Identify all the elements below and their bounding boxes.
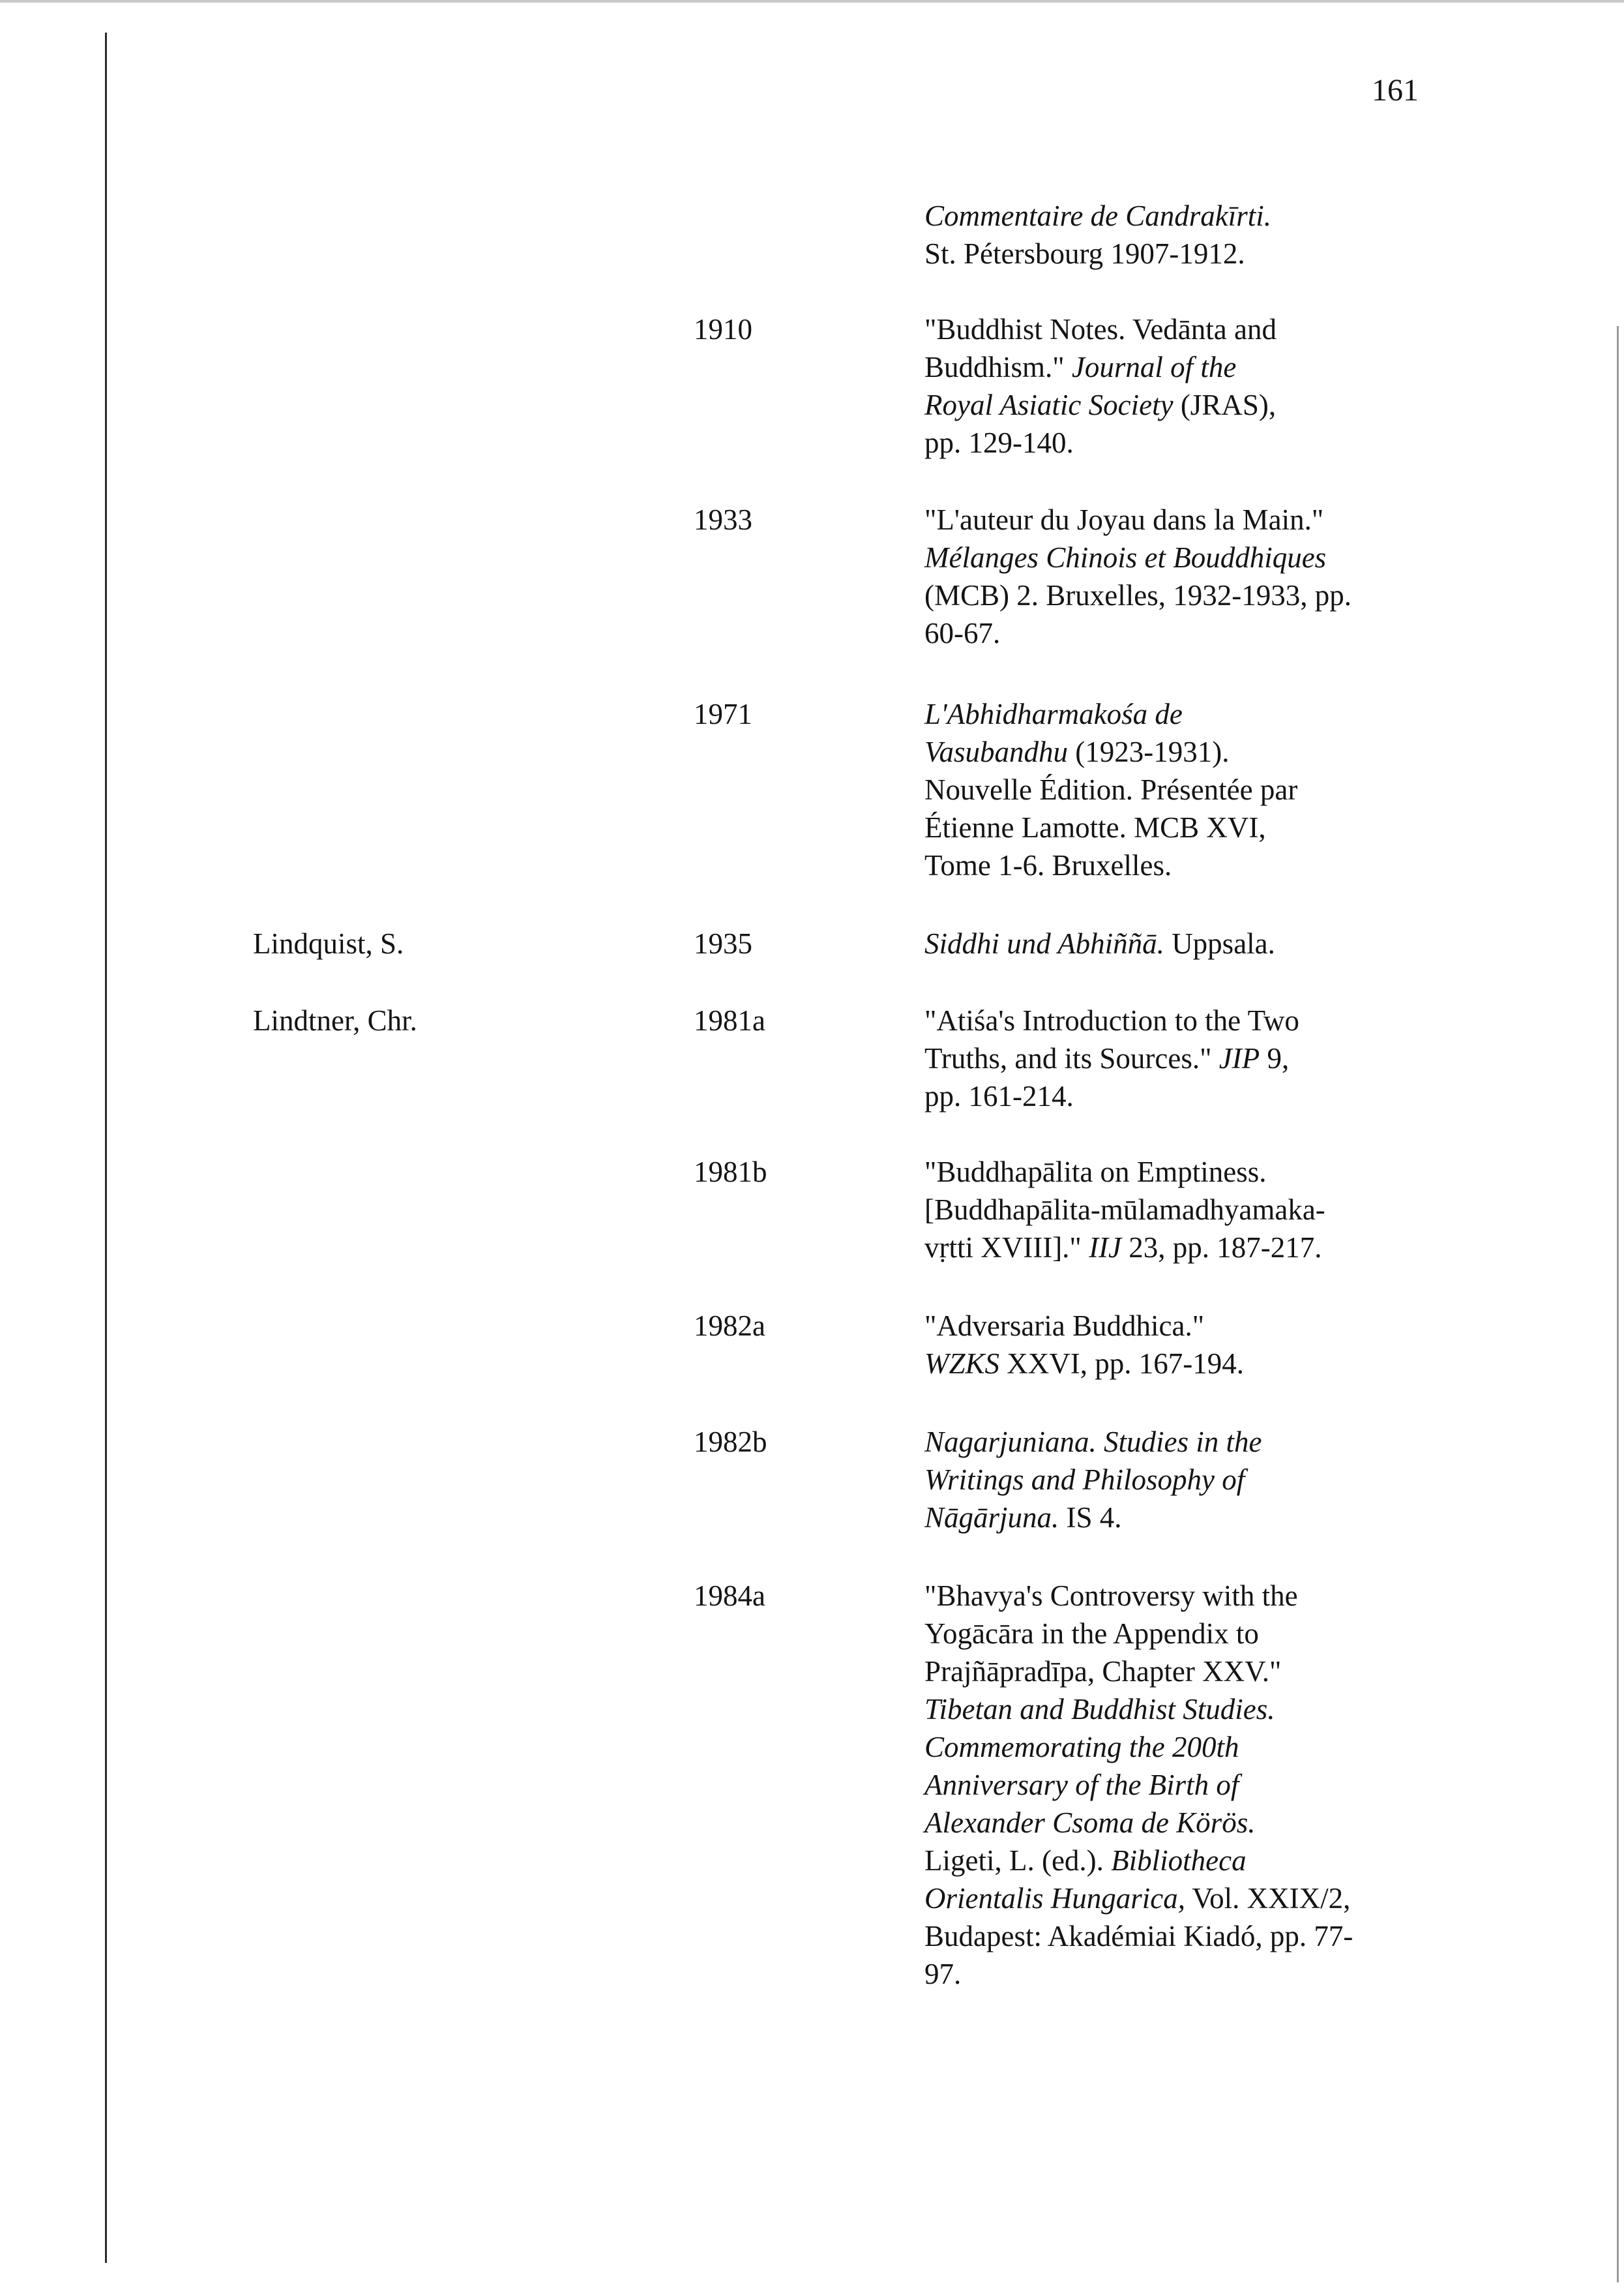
italic-title-text: Journal of the — [1071, 351, 1237, 383]
reference-text-run: Prajñāpradīpa, Chapter XXV." — [924, 1655, 1282, 1688]
italic-title-text: Alexander Csoma de Körös. — [924, 1806, 1256, 1839]
reference-line — [924, 235, 1616, 273]
reference-line — [924, 1499, 1616, 1536]
reference-text-run: 60-67. — [924, 617, 1001, 650]
entry-year: 1984a — [694, 1579, 765, 1612]
scan-top-edge — [0, 0, 1624, 3]
entry-year: 1981a — [694, 1004, 765, 1037]
italic-title-text: Siddhi und Abhiññā. — [924, 927, 1164, 960]
reference-text-run: vṛtti XVIII]." — [924, 1231, 1089, 1264]
reference-line — [924, 614, 1616, 652]
reference-line — [924, 1652, 1616, 1690]
reference-text — [924, 695, 1616, 884]
reference-text-run: Tome 1-6. Bruxelles. — [924, 849, 1172, 882]
reference-line — [924, 1423, 1616, 1461]
reference-text — [924, 1153, 1616, 1266]
reference-text-run: (1923-1931). — [1068, 736, 1230, 768]
reference-text-run: "Bhavya's Controversy with the — [924, 1579, 1298, 1612]
reference-line — [924, 576, 1616, 614]
reference-text — [924, 1577, 1616, 1993]
reference-line — [924, 197, 1616, 235]
reference-line — [924, 348, 1616, 386]
reference-text-run: pp. 129-140. — [924, 426, 1074, 459]
reference-text-run: "Buddhapālita on Emptiness. — [924, 1156, 1267, 1188]
reference-text-run: "Buddhist Notes. Vedānta and — [924, 313, 1277, 346]
entry-author: Lindtner, Chr. — [253, 1004, 417, 1037]
reference-line — [924, 1615, 1616, 1652]
reference-line — [924, 1842, 1616, 1879]
page-number: 161 — [1372, 73, 1419, 108]
reference-line — [924, 310, 1616, 348]
entry-year: 1971 — [694, 698, 752, 730]
reference-line — [924, 1577, 1616, 1615]
italic-title-text: Vasubandhu — [924, 736, 1069, 768]
italic-title-text: Writings and Philosophy of — [924, 1463, 1245, 1496]
reference-line — [924, 771, 1616, 809]
reference-text-run: 23, pp. 187-217. — [1121, 1231, 1322, 1264]
reference-text — [924, 925, 1616, 963]
reference-line — [924, 424, 1616, 462]
italic-title-text: Anniversary of the Birth of — [924, 1769, 1239, 1801]
italic-title-text: Nagarjuniana. Studies in the — [924, 1426, 1262, 1458]
reference-line — [924, 925, 1616, 963]
reference-line — [924, 1879, 1616, 1917]
entry-year: 1981b — [694, 1156, 767, 1188]
reference-line — [924, 695, 1616, 733]
reference-line — [924, 1690, 1616, 1728]
reference-text-run: Nouvelle Édition. Présentée par — [924, 773, 1298, 806]
reference-text-run: Budapest: Akadémiai Kiadó, pp. 77- — [924, 1920, 1353, 1952]
reference-text — [924, 197, 1616, 273]
reference-line — [924, 1804, 1616, 1842]
reference-line — [924, 501, 1616, 539]
reference-line — [924, 1229, 1616, 1266]
reference-text — [924, 1002, 1616, 1115]
italic-title-text: Orientalis Hungarica, — [924, 1882, 1185, 1915]
reference-text-run: (JRAS), — [1173, 389, 1277, 421]
reference-text-run: "L'auteur du Joyau dans la Main." — [924, 503, 1324, 536]
italic-title-text: Royal Asiatic Society — [924, 389, 1174, 421]
reference-line — [924, 1077, 1616, 1115]
italic-title-text: Commemorating the 200th — [924, 1731, 1239, 1763]
reference-line — [924, 1307, 1616, 1345]
reference-line — [924, 1002, 1616, 1039]
reference-line — [924, 1345, 1616, 1383]
italic-title-text: Commentaire de Candrakīrti. — [924, 200, 1272, 232]
reference-line — [924, 386, 1616, 424]
reference-text-run: Ligeti, L. (ed.). — [924, 1844, 1112, 1877]
entry-year: 1910 — [694, 313, 752, 346]
reference-text — [924, 1307, 1616, 1383]
reference-text-run: pp. 161-214. — [924, 1080, 1074, 1113]
italic-title-text: JIP — [1218, 1042, 1260, 1075]
reference-line — [924, 1191, 1616, 1229]
reference-text-run: Uppsala. — [1164, 927, 1275, 960]
reference-text-run: Truths, and its Sources." — [924, 1042, 1219, 1075]
reference-line — [924, 1766, 1616, 1804]
italic-title-text: Mélanges Chinois et Bouddhiques — [924, 541, 1327, 574]
reference-line — [924, 809, 1616, 846]
entry-year: 1933 — [694, 503, 752, 536]
reference-text-run: Vol. XXIX/2, — [1185, 1882, 1351, 1915]
entry-year: 1935 — [694, 927, 752, 960]
reference-text-run: IS 4. — [1059, 1501, 1122, 1534]
entry-year: 1982b — [694, 1426, 767, 1458]
entry-author: Lindquist, S. — [253, 927, 404, 960]
reference-text-run: [Buddhapālita-mūlamadhyamaka- — [924, 1193, 1325, 1226]
reference-line — [924, 539, 1616, 576]
reference-text — [924, 310, 1616, 462]
reference-text-run: XXVI, pp. 167-194. — [999, 1347, 1244, 1380]
italic-title-text: L'Abhidharmakośa de — [924, 698, 1183, 730]
reference-line — [924, 846, 1616, 884]
reference-text-run: (MCB) 2. Bruxelles, 1932-1933, pp. — [924, 579, 1351, 612]
reference-text — [924, 1423, 1616, 1536]
italic-title-text: Tibetan and Buddhist Studies. — [924, 1693, 1275, 1726]
scan-left-margin-line — [105, 33, 107, 2263]
reference-text — [924, 501, 1616, 652]
reference-text-run: 97. — [924, 1958, 962, 1990]
italic-title-text: Nāgārjuna. — [924, 1501, 1059, 1534]
reference-text-run: Buddhism." — [924, 351, 1072, 383]
reference-line — [924, 1461, 1616, 1499]
reference-line — [924, 1955, 1616, 1993]
reference-line — [924, 1153, 1616, 1191]
reference-line — [924, 1917, 1616, 1955]
reference-line — [924, 733, 1616, 771]
italic-title-text: Bibliotheca — [1111, 1844, 1247, 1877]
italic-title-text: WZKS — [924, 1347, 1000, 1380]
reference-text-run: Étienne Lamotte. MCB XVI, — [924, 811, 1266, 844]
scan-right-edge — [1617, 326, 1619, 2282]
italic-title-text: IIJ — [1089, 1231, 1122, 1264]
reference-text-run: "Atiśa's Introduction to the Two — [924, 1004, 1299, 1037]
reference-text-run: 9, — [1260, 1042, 1290, 1075]
reference-text-run: "Adversaria Buddhica." — [924, 1309, 1205, 1342]
reference-line — [924, 1039, 1616, 1077]
reference-text-run: Yogācāra in the Appendix to — [924, 1617, 1259, 1650]
entry-year: 1982a — [694, 1309, 765, 1342]
reference-line — [924, 1728, 1616, 1766]
reference-text-run: St. Pétersbourg 1907-1912. — [924, 237, 1245, 270]
